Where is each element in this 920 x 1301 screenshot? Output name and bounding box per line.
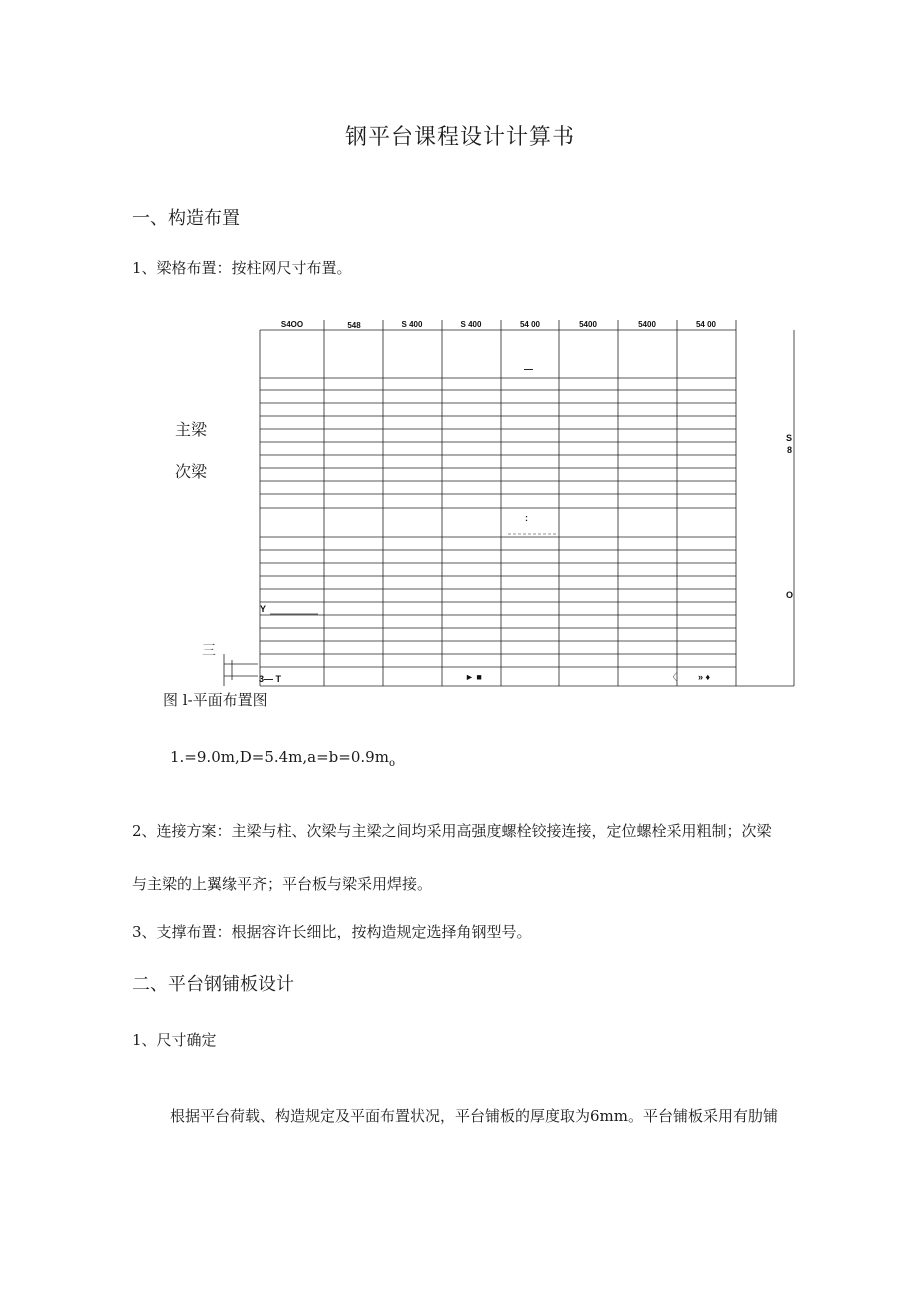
- figure-mark-lt: 〈: [668, 672, 678, 682]
- column-label: S 400: [401, 320, 423, 329]
- figure-mark-arrow2: » ♦: [698, 672, 711, 682]
- dimension-subscript: o: [388, 758, 395, 769]
- figure-mark-3t: 3— T: [259, 674, 282, 684]
- deck-plate-paragraph: 根据平台荷载、构造规定及平面布置状况，平台铺板的厚度取为6mm。平台铺板采用有肋铺: [170, 1107, 778, 1125]
- document-title: 钢平台课程设计计算书: [344, 125, 575, 150]
- column-label: 5400: [638, 320, 656, 329]
- support-bracket: [224, 654, 258, 686]
- item-size-determination: 1、尺寸确定: [132, 1031, 217, 1049]
- item-beam-layout: 1、梁格布置：按柱网尺寸布置。: [132, 259, 352, 277]
- figure-mark-arrow1: ► ■: [465, 672, 482, 682]
- column-labels: [281, 320, 717, 330]
- column-label: S4OO: [280, 320, 304, 329]
- dimension-text: 1.=9.0m,D=5.4m,a=b=0.9m: [170, 748, 389, 766]
- section1-heading: 一、构造布置: [132, 208, 240, 229]
- right-mark-8: 8: [787, 445, 793, 455]
- figure-mark-dash: —: [524, 364, 533, 374]
- beam-grid: [260, 320, 794, 686]
- right-mark-s: S: [786, 433, 793, 443]
- section2-heading: 二、平台钢铺板设计: [132, 974, 294, 995]
- figure-mark-colon: :: [525, 513, 528, 523]
- figure-mark-y: Y: [260, 604, 267, 614]
- item-bracing: 3、支撑布置：根据容许长细比，按构造规定选择角钢型号。: [132, 923, 532, 941]
- right-mark-o: O: [786, 590, 794, 600]
- figure-mark-san: 三: [202, 643, 216, 659]
- main-beam-label: 主梁: [175, 420, 208, 439]
- dimension-values: [170, 748, 395, 769]
- column-label: 5400: [579, 320, 597, 329]
- column-label: 548: [347, 321, 361, 330]
- column-label: 54 00: [695, 320, 717, 329]
- item-connection-line1: 2、连接方案：主梁与柱、次梁与主梁之间均采用高强度螺栓铰接连接，定位螺栓采用粗制；次梁: [132, 822, 772, 840]
- secondary-beam-label: 次梁: [175, 462, 208, 481]
- column-label: S 400: [460, 320, 482, 329]
- figure-caption: 图 l-平面布置图: [163, 691, 268, 709]
- column-label: 54 00: [519, 320, 541, 329]
- item-connection-line2: 与主梁的上翼缘平齐；平台板与梁采用焊接。: [132, 875, 433, 893]
